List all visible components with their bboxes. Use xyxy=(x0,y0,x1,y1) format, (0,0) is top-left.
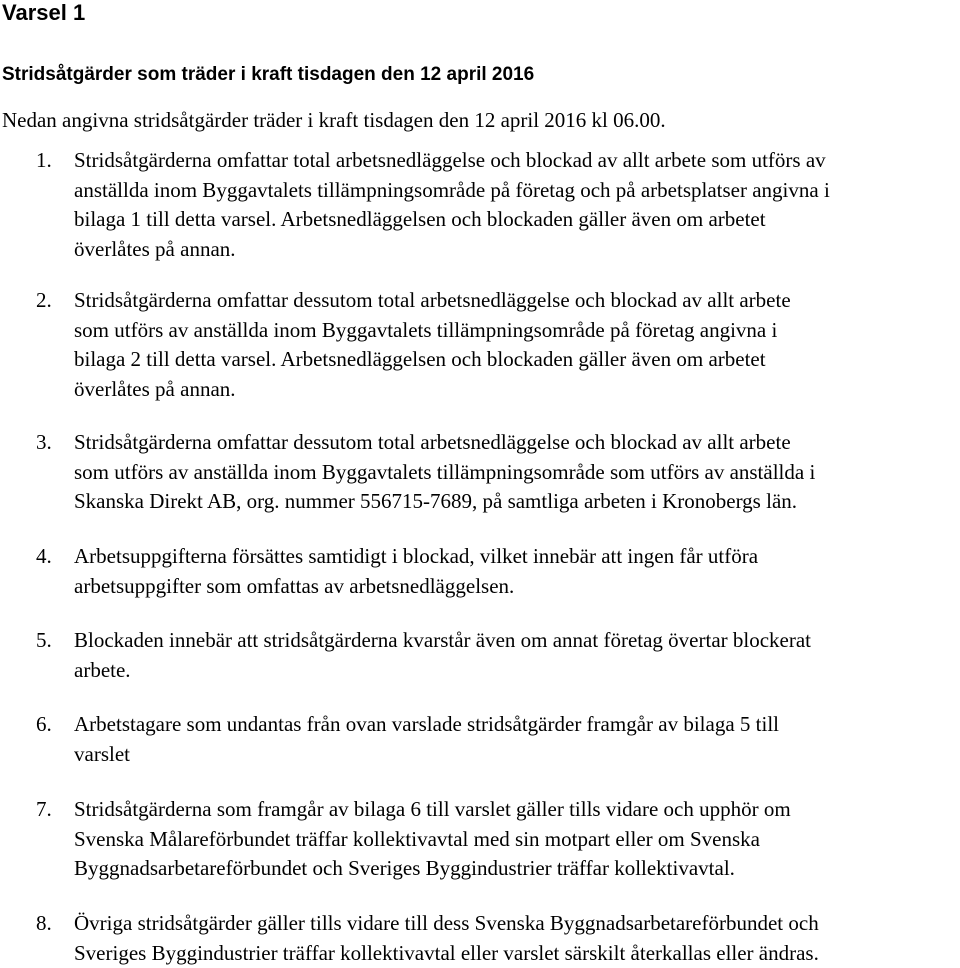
item-line: Övriga stridsåtgärder gäller tills vidare till dess Svenska Byggnadsarbetareförbundet och xyxy=(74,911,819,935)
item-line: Stridsåtgärderna omfattar dessutom total arbetsnedläggelse och blockad av allt arbete xyxy=(74,430,791,454)
item-text xyxy=(74,542,960,601)
item-line: Arbetsuppgifterna försättes samtidigt i blockad, vilket innebär att ingen får utföra xyxy=(74,544,759,568)
item-text xyxy=(74,710,960,769)
item-line: Stridsåtgärderna som framgår av bilaga 6 till varslet gäller tills vidare och upphör om xyxy=(74,797,791,821)
item-line: överlåtes på annan. xyxy=(74,376,236,401)
item-line: Blockaden innebär att stridsåtgärderna kvarstår även om annat företag övertar blockerat xyxy=(74,628,812,652)
item-text xyxy=(74,146,960,264)
item-line: bilaga 1 till detta varsel. Arbetsnedläggelsen och blockaden gäller även om arbetet xyxy=(74,207,766,232)
item-line: Sveriges Byggindustrier träffar kollektivavtal eller varslet särskilt återkallas eller ändras. xyxy=(74,940,819,965)
item-line: arbete. xyxy=(74,657,131,682)
item-number: 4. xyxy=(36,544,52,568)
item-line: Svenska Målareförbundet träffar kollektivavtal med sin motpart eller om Svenska xyxy=(74,826,760,851)
document-heading: Stridsåtgärder som träder i kraft tisdagen den 12 april 2016 xyxy=(2,64,535,85)
item-number: 8. xyxy=(36,911,52,935)
item-number: 7. xyxy=(36,797,52,821)
intro-paragraph: Nedan angivna stridsåtgärder träder i kraft tisdagen den 12 april 2016 kl 06.00. xyxy=(2,108,666,132)
item-text xyxy=(74,909,960,968)
item-line: överlåtes på annan. xyxy=(74,236,236,261)
item-line: Arbetstagare som undantas från ovan varslade stridsåtgärder framgår av bilaga 5 till xyxy=(74,712,779,736)
item-text xyxy=(74,286,960,404)
item-text xyxy=(74,795,960,884)
item-number: 6. xyxy=(36,712,52,736)
item-line: Stridsåtgärderna omfattar total arbetsnedläggelse och blockad av allt arbete som utförs av xyxy=(74,148,826,172)
item-line: varslet xyxy=(74,741,130,766)
item-line: som utförs av anställda inom Byggavtalets tillämpningsområde på företag angivna i xyxy=(74,317,778,342)
item-line: anställda inom Byggavtalets tillämpningsområde på företag och på arbetsplatser angivna i xyxy=(74,177,830,202)
item-number: 5. xyxy=(36,628,52,652)
item-number: 3. xyxy=(36,430,52,454)
item-number: 1. xyxy=(36,148,52,172)
document-title: Varsel 1 xyxy=(2,0,86,25)
item-line: Skanska Direkt AB, org. nummer 556715-7689, på samtliga arbeten i Kronobergs län. xyxy=(74,489,798,514)
item-text xyxy=(74,626,960,685)
item-line: Byggnadsarbetareförbundet och Sveriges Byggindustrier träffar kollektivavtal. xyxy=(74,856,735,881)
item-line: bilaga 2 till detta varsel. Arbetsnedläggelsen och blockaden gäller även om arbetet xyxy=(74,347,766,372)
item-line: Stridsåtgärderna omfattar dessutom total arbetsnedläggelse och blockad av allt arbete xyxy=(74,288,791,312)
item-line: som utförs av anställda inom Byggavtalets tillämpningsområde som utförs av anställda i xyxy=(74,459,816,484)
item-text xyxy=(74,428,960,517)
item-line: arbetsuppgifter som omfattas av arbetsnedläggelsen. xyxy=(74,573,515,598)
item-number: 2. xyxy=(36,288,52,312)
